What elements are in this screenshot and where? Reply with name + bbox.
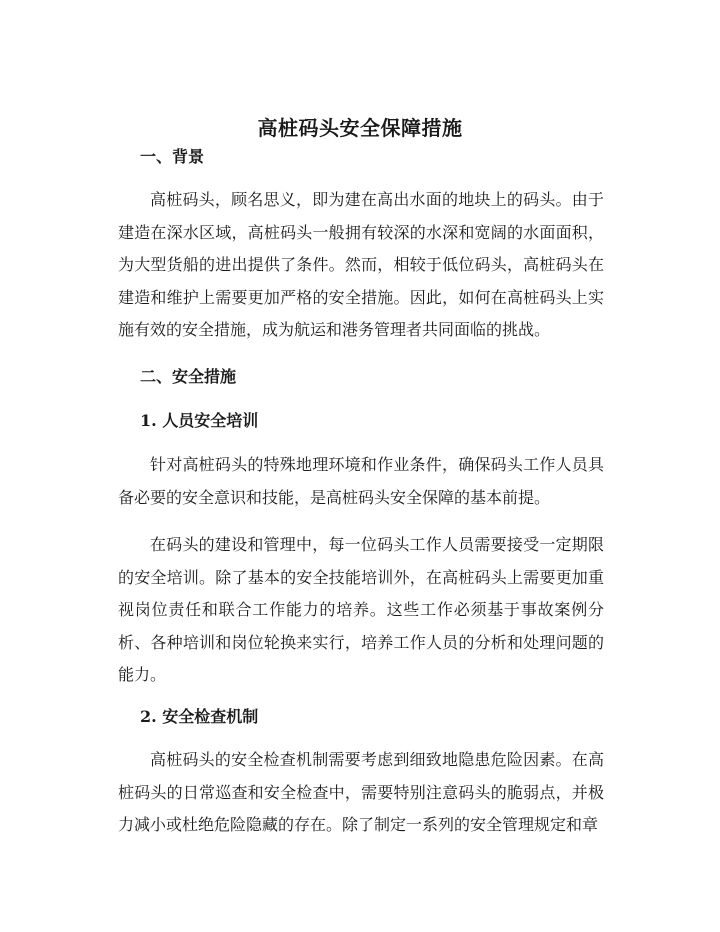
section-heading-background: 一、背景 (140, 147, 205, 166)
paragraph-inspection: 高桩码头的安全检查机制需要考虑到细致地隐患危险因素。在高桩码头的日常巡查和安全检查中，需要特别注意码头的脆弱点，并极力减小或杜绝危险隐藏的存在。除了制定一系列的安全管理规定和章 (118, 750, 604, 834)
paragraph-training-2: 在码头的建设和管理中，每一位码头工作人员需要接受一定期限的安全培训。除了基本的安全技能培训外，在高桩码头上需要更加重视岗位责任和联合工作能力的培养。这些工作必须基于事故案例分析、各种培训和岗位轮换来实行，培养工作人员的分析和处理问题的能力。 (118, 535, 604, 684)
paragraph-background: 高桩码头，顾名思义，即为建在高出水面的地块上的码头。由于建造在深水区域，高桩码头一般拥有较深的水深和宽阔的水面面积，为大型货船的进出提供了条件。然而，相较于低位码头，高桩码头在建造和维护上需要更加严格的安全措施。因此，如何在高桩码头上实施有效的安全措施，成为航运和港务管理者共同面临的挑战。 (118, 190, 604, 339)
paragraph-training-1: 针对高桩码头的特殊地理环境和作业条件，确保码头工作人员具备必要的安全意识和技能，是高桩码头安全保障的基本前提。 (118, 455, 604, 507)
subsection-heading-inspection: 2. 安全检查机制 (140, 707, 259, 726)
section-heading-measures: 二、安全措施 (140, 367, 237, 386)
document-title: 高桩码头安全保障措施 (257, 116, 463, 140)
subsection-heading-training: 1. 人员安全培训 (140, 411, 259, 430)
